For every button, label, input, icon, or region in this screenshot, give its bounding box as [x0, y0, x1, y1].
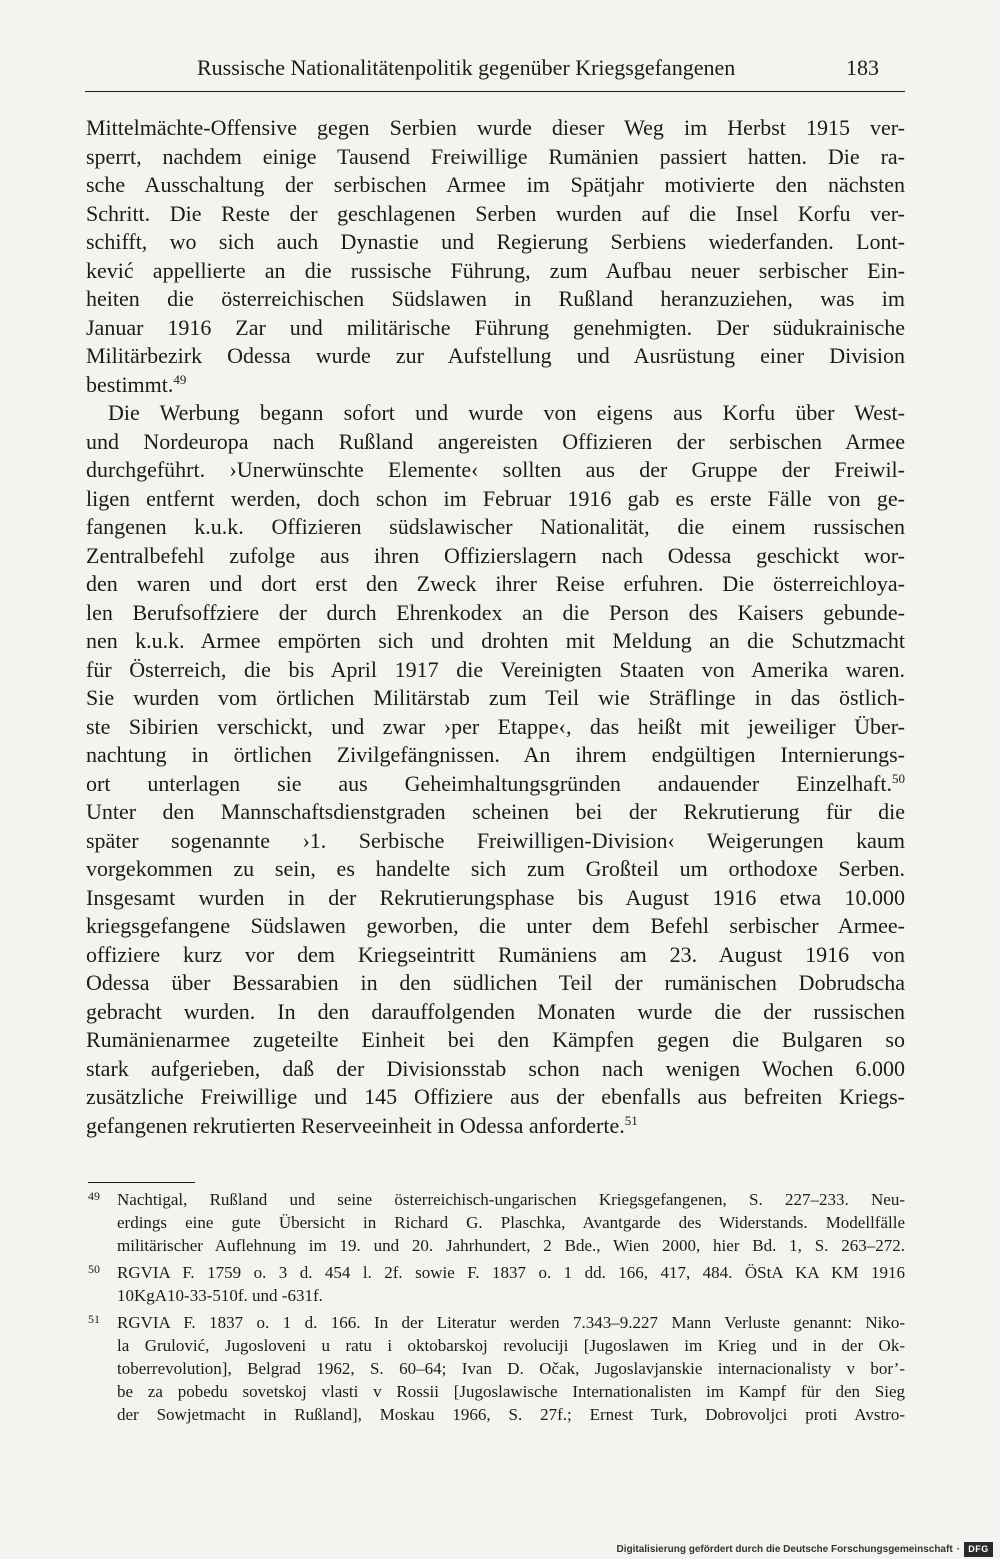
footnote-line: erdings eine gute Übersicht in Richard G. Plaschka, Avantgarde des Widerstands. Modellfälle [117, 1213, 905, 1232]
body-line [86, 342, 905, 371]
body-line [86, 884, 905, 913]
footnote [88, 1261, 905, 1307]
footnote-ref[interactable]: 50 [892, 770, 905, 786]
body-line [86, 1083, 905, 1112]
line-text: gefangenen rekrutierten Reserveeinheit in Odessa anforderte. [86, 1112, 625, 1138]
body-line [86, 656, 905, 685]
body-line [86, 200, 905, 229]
line-text: ligen entfernt werden, doch schon im Februar 1916 gab es erste Fälle von ge- [86, 485, 905, 511]
line-text: Sie wurden vom örtlichen Militärstab zum Teil wie Sträflinge in das östlich- [86, 685, 905, 710]
body-line [86, 627, 905, 656]
line-text: Die Werbung begann sofort und wurde von eigens aus Korfu über West- [108, 400, 905, 425]
line-text: schifft, wo sich auch Dynastie und Regierung Serbiens wiederfanden. Lont- [86, 229, 905, 254]
line-text: Schritt. Die Reste der geschlagenen Serben wurden auf die Insel Korfu ver- [86, 200, 905, 226]
line-text: len Berufsoffziere der durch Ehrenkodex an die Person des Kaisers gebunde- [86, 599, 905, 625]
line-text: sperrt, nachdem einige Tausend Freiwillige Rumänien passiert hatten. Die ra- [86, 143, 905, 169]
footnote-line: militärischer Auflehnung im 19. und 20. Jahrhundert, 2 Bde., Wien 2000, hier Bd. 1, S. 263–272. [117, 1236, 905, 1255]
body-line [86, 770, 905, 799]
body-line [86, 371, 905, 400]
body-line [86, 456, 905, 485]
line-text: Insgesamt wurden in der Rekrutierungsphase bis August 1916 etwa 10.000 [86, 884, 905, 910]
body-line [86, 542, 905, 571]
footnotes [88, 1188, 905, 1430]
header-rule [85, 91, 905, 92]
body-line [86, 684, 905, 713]
footnote-line: 10KgA10-33-510f. und -631f. [117, 1286, 323, 1305]
body-line [86, 912, 905, 941]
footnote-number: 50 [88, 1262, 100, 1276]
line-text: Odessa über Bessarabien in den südlichen Teil der rumänischen Dobrudscha [86, 970, 905, 995]
footnote-line: RGVIA F. 1759 o. 3 d. 454 l. 2f. sowie F. 1837 o. 1 dd. 166, 417, 484. ÖStA KA KM 1916 [117, 1263, 905, 1282]
body-line [86, 285, 905, 314]
line-text: Unter den Mannschaftsdienstgraden scheinen bei der Rekrutierung für die [86, 799, 905, 824]
line-text: den waren und dort erst den Zweck ihrer Reise erfuhren. Die österreichloya- [86, 571, 905, 596]
body-line [86, 998, 905, 1027]
line-text: nachtung in örtlichen Zivilgefängnissen. An ihrem endgültigen Internierungs- [86, 742, 905, 767]
line-text: Mittelmächte-Offensive gegen Serbien wurde dieser Weg im Herbst 1915 ver- [86, 115, 905, 140]
line-text: durchgeführt. ›Unerwünschte Elemente‹ sollten aus der Gruppe der Freiwil- [86, 457, 905, 482]
line-text: Militärbezirk Odessa wurde zur Aufstellung und Ausrüstung einer Division [86, 343, 905, 368]
line-text: gebracht wurden. In den darauffolgenden Monaten wurde die der russischen [86, 998, 905, 1024]
body-line [86, 114, 905, 143]
line-text: für Österreich, die bis April 1917 die Vereinigten Staaten von Amerika waren. [86, 656, 905, 682]
paragraph [86, 114, 905, 399]
line-text: stark aufgerieben, daß der Divisionsstab schon nach wenigen Wochen 6.000 [86, 1055, 905, 1081]
line-text: später sogenannte ›1. Serbische Freiwilligen-Division‹ Weigerungen kaum [86, 827, 905, 853]
body-text [86, 114, 905, 1140]
credit-separator: · [956, 1543, 960, 1555]
line-text: nen k.u.k. Armee empörten sich und drohten mit Meldung an die Schutzmacht [86, 628, 905, 653]
paragraph [86, 399, 905, 1140]
line-text: offiziere kurz vor dem Kriegseintritt Rumäniens am 23. August 1916 von [86, 941, 905, 967]
body-line [86, 1112, 905, 1141]
line-text: zusätzliche Freiwillige und 145 Offiziere aus der ebenfalls aus befreiten Kriegs- [86, 1084, 905, 1109]
digitization-credit [616, 1541, 993, 1557]
footnote-line: be za pobedu sovetskoj vlasti v Rossii [Jugoslawische Internationalisten im Kampf für den Sieg [117, 1382, 905, 1401]
line-text: sche Ausschaltung der serbischen Armee im Spätjahr motivierte den nächsten [86, 172, 905, 197]
body-line [86, 969, 905, 998]
line-text: kriegsgefangene Südslawen geworben, die unter dem Befehl serbischer Armee- [86, 913, 905, 938]
line-text: bestimmt. [86, 371, 174, 397]
line-text: heiten die österreichischen Südslawen in Rußland heranzuziehen, was im [86, 286, 905, 311]
footnote-number: 51 [88, 1312, 100, 1326]
footnote [88, 1311, 905, 1426]
line-text: kević appellierte an die russische Führung, zum Aufbau neuer serbischer Ein- [86, 257, 905, 283]
credit-text: Digitalisierung gefördert durch die Deutsche Forschungsgemeinschaft [616, 1543, 953, 1555]
dfg-logo: DFG [964, 1542, 993, 1557]
footnote-line: toberrevolution], Belgrad 1962, S. 60–64; Ivan D. Očak, Jugoslavjanskie internacionalisty v bor’- [117, 1359, 905, 1378]
footnote-ref[interactable]: 51 [624, 1112, 638, 1128]
body-line [86, 741, 905, 770]
body-line [86, 314, 905, 343]
footnote-number: 49 [88, 1189, 100, 1203]
body-line [86, 143, 905, 172]
line-text: fangenen k.u.k. Offizieren südslawischer Nationalität, die einem russischen [86, 514, 905, 539]
footnote-line: der Sowjetmacht in Rußland], Moskau 1966, S. 27f.; Ernest Turk, Dobrovoljci proti Avstro- [117, 1405, 905, 1424]
line-text: Zentralbefehl zufolge aus ihren Offizierslagern nach Odessa geschickt wor- [86, 542, 905, 568]
footnote-ref[interactable]: 49 [173, 371, 187, 387]
body-line [86, 570, 905, 599]
page-number: 183 [846, 55, 879, 80]
line-text: und Nordeuropa nach Rußland angereisten Offizieren der serbischen Armee [86, 428, 905, 454]
running-head: Russische Nationalitätenpolitik gegenüber Kriegsgefangenen [197, 55, 736, 80]
line-text: vorgekommen zu sein, es handelte sich zum Großteil um orthodoxe Serben. [86, 856, 905, 881]
body-line [86, 798, 905, 827]
body-line [86, 171, 905, 200]
body-line [86, 428, 905, 457]
line-text: ort unterlagen sie aus Geheimhaltungsgründen andauender Einzelhaft. [86, 770, 892, 796]
body-line [86, 713, 905, 742]
body-line [86, 513, 905, 542]
line-text: Januar 1916 Zar und militärische Führung genehmigten. Der südukrainische [86, 314, 905, 340]
footnote [88, 1188, 905, 1257]
body-line [86, 941, 905, 970]
body-line [86, 485, 905, 514]
footnote-rule [88, 1182, 195, 1183]
footnote-line: la Grulović, Jugosloveni u ratu i oktobarskoj revoluciji [Jugoslawen im Krieg und in der Ok- [117, 1336, 905, 1355]
body-line [86, 257, 905, 286]
body-line [86, 1055, 905, 1084]
body-line [86, 1026, 905, 1055]
line-text: Rumänienarmee zugeteilte Einheit bei den Kämpfen gegen die Bulgaren so [86, 1027, 905, 1052]
body-line [86, 827, 905, 856]
footnote-line: RGVIA F. 1837 o. 1 d. 166. In der Literatur werden 7.343–9.227 Mann Verluste genannt: Niko- [117, 1313, 905, 1332]
body-line [86, 855, 905, 884]
footnote-line: Nachtigal, Rußland und seine österreichisch-ungarischen Kriegsgefangenen, S. 227–233. Neu- [117, 1190, 905, 1209]
body-line [86, 228, 905, 257]
body-line [86, 599, 905, 628]
line-text: ste Sibirien verschickt, und zwar ›per Etappe‹, das heißt mit jeweiliger Über- [86, 713, 905, 739]
body-line [86, 399, 905, 428]
